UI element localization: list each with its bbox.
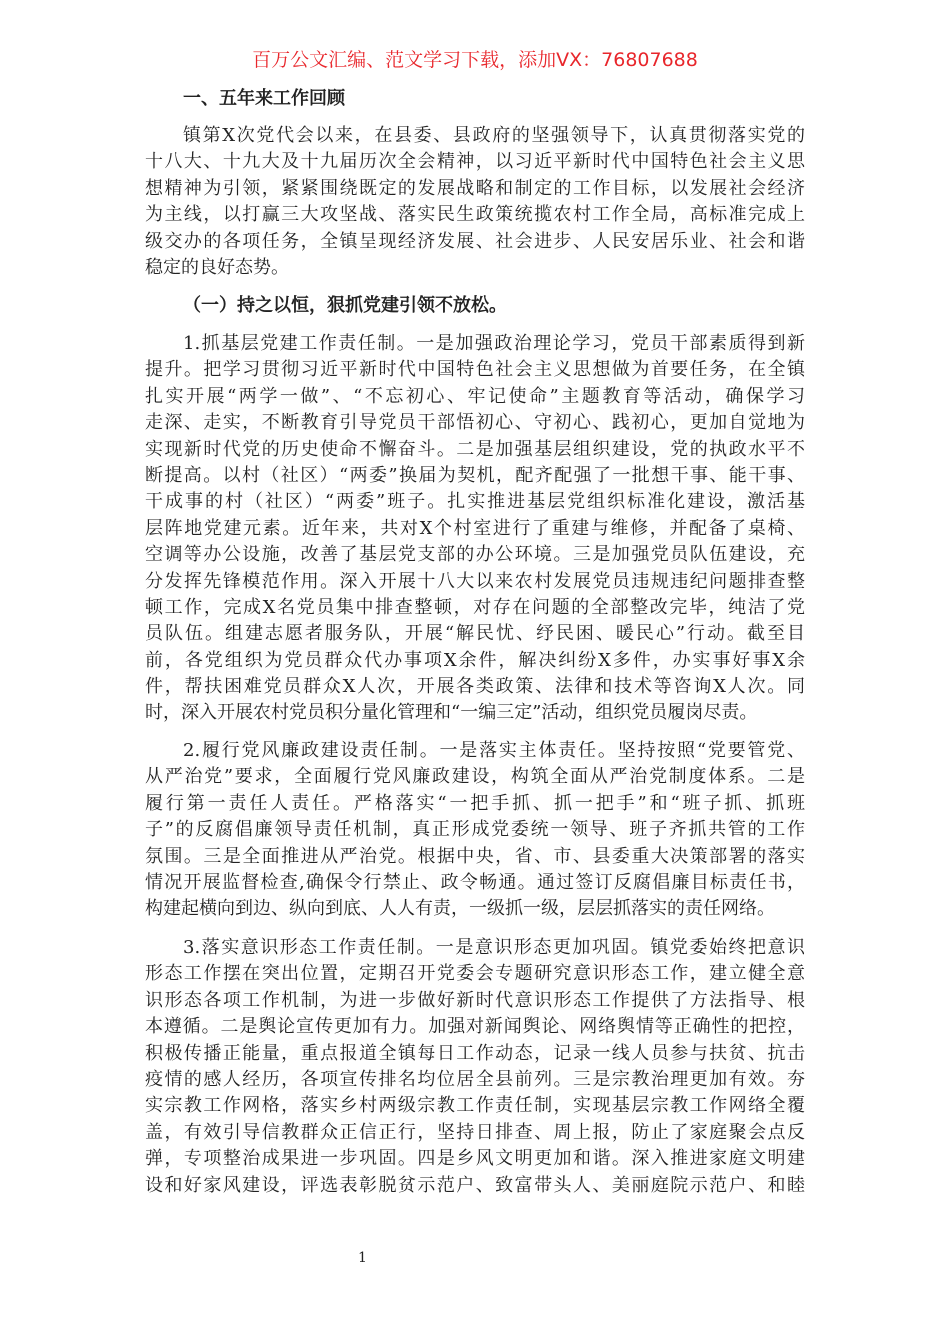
text-line: 2.履行党风廉政建设责任制。一是落实主体责任。坚持按照“党要管党、 [183, 740, 805, 761]
subsection-heading: （一）持之以恒，狠抓党建引领不放松。 [183, 295, 507, 316]
paragraph-integrity [145, 738, 805, 923]
text-line: 弹，专项整治成果进一步巩固。四是乡风文明更加和谐。深入推进家庭文明建 [145, 1148, 805, 1170]
text-line: 实现新时代党的历史使命不懈奋斗。二是加强基层组织建设，党的执政水平不 [145, 438, 805, 460]
text-line: 履行第一责任人责任。严格落实“一把手抓、抓一把手”和“班子抓、抓班 [145, 792, 805, 814]
page-number: 1 [358, 1250, 367, 1266]
text-line: 顿工作，完成X名党员集中排查整顿，对存在问题的全部整改完毕，纯洁了党 [145, 596, 805, 618]
text-line: 分发挥先锋模范作用。深入开展十八大以来农村发展党员违规违纪问题排查整 [145, 570, 805, 592]
text-line: 设和好家风建设，评选表彰脱贫示范户、致富带头人、美丽庭院示范户、和睦 [145, 1174, 805, 1196]
text-line: 件，帮扶困难党员群众X人次，开展各类政策、法律和技术等咨询X人次。同 [145, 676, 805, 698]
text-line: 盖，有效引导信教群众正信正行，坚持日排查、周上报，防止了家庭聚会点反 [145, 1121, 805, 1143]
text-line: 3.落实意识形态工作责任制。一是意识形态更加巩固。镇党委始终把意识 [183, 937, 805, 958]
paragraph-party-building [145, 331, 805, 727]
text-line: 形态工作摆在突出位置，定期召开党委会专题研究意识形态工作，建立健全意 [145, 963, 805, 985]
text-line: 稳定的良好态势。 [145, 256, 289, 278]
paragraph-intro [145, 123, 805, 281]
text-line: 干成事的村（社区）“两委”班子。扎实推进基层党组织标准化建设，激活基 [145, 491, 805, 513]
text-line: 本遵循。二是舆论宣传更加有力。加强对新闻舆论、网络舆情等正确性的把控， [145, 1016, 805, 1038]
text-line: 积极传播正能量，重点报道全镇每日工作动态，记录一线人员参与扶贫、抗击 [145, 1042, 805, 1064]
text-line: 识形态各项工作机制，为进一步做好新时代意识形态工作提供了方法指导、根 [145, 989, 805, 1011]
text-line: 断提高。以村（社区）“两委”换届为契机，配齐配强了一批想干事、能干事、 [145, 464, 805, 486]
text-line: 时，深入开展农村党员积分量化管理和“一编三定”活动，组织党员履岗尽责。 [145, 702, 758, 724]
text-line: 想精神为引领，紧紧围绕既定的发展战略和制定的工作目标，以发展社会经济 [145, 177, 805, 199]
text-line: 员队伍。组建志愿者服务队，开展“解民忧、纾民困、暖民心”行动。截至目 [145, 623, 805, 645]
text-line: 级交办的各项任务，全镇呈现经济发展、社会进步、人民安居乐业、社会和谐 [145, 230, 805, 252]
text-line: 层阵地党建元素。近年来，共对X个村室进行了重建与维修，并配备了桌椅、 [145, 517, 805, 539]
text-line: 前，各党组织为党员群众代办事项X余件，解决纠纷X多件，办实事好事X余 [145, 649, 805, 671]
text-line: 情况开展监督检查,确保令行禁止、政令畅通。通过签订反腐倡廉目标责任书， [145, 871, 805, 893]
text-line: 为主线，以打赢三大攻坚战、落实民生政策统揽农村工作全局，高标准完成上 [145, 204, 805, 226]
text-line: 提升。把学习贯彻习近平新时代中国特色社会主义思想做为首要任务，在全镇 [145, 359, 805, 381]
text-line: 空调等办公设施，改善了基层党支部的办公环境。三是加强党员队伍建设，充 [145, 544, 805, 566]
text-line: 实宗教工作网格，落实乡村两级宗教工作责任制，实现基层宗教工作网络全覆 [145, 1095, 805, 1117]
text-line: 疫情的感人经历，各项宣传排名均位居全县前列。三是宗教治理更加有效。夯 [145, 1068, 805, 1090]
text-line: 从严治党”要求，全面履行党风廉政建设，构筑全面从严治党制度体系。二是 [145, 766, 805, 788]
text-line: 走深、走实，不断教育引导党员干部悟初心、守初心、践初心，更加自觉地为 [145, 412, 805, 434]
text-line: 扎实开展“两学一做”、“不忘初心、牢记使命”主题教育等活动，确保学习 [145, 385, 805, 407]
watermark-banner: 百万公文汇编、范文学习下载，添加VX：76807688 [252, 49, 698, 71]
text-line: 镇第X次党代会以来，在县委、县政府的坚强领导下，认真贯彻落实党的 [183, 125, 805, 146]
text-line: 子”的反腐倡廉领导责任机制，真正形成党委统一领导、班子齐抓共管的工作 [145, 819, 805, 841]
text-line: 氛围。三是全面推进从严治党。根据中央，省、市、县委重大决策部署的落实 [145, 845, 805, 867]
text-line: 1.抓基层党建工作责任制。一是加强政治理论学习，党员干部素质得到新 [183, 333, 805, 354]
text-line: 十八大、十九大及十九届历次全会精神，以习近平新时代中国特色社会主义思 [145, 151, 805, 173]
text-line: 构建起横向到边、纵向到底、人人有责，一级抓一级，层层抓落实的责任网络。 [145, 898, 775, 920]
section-heading: 一、五年来工作回顾 [183, 88, 345, 109]
paragraph-ideology [145, 935, 805, 1199]
